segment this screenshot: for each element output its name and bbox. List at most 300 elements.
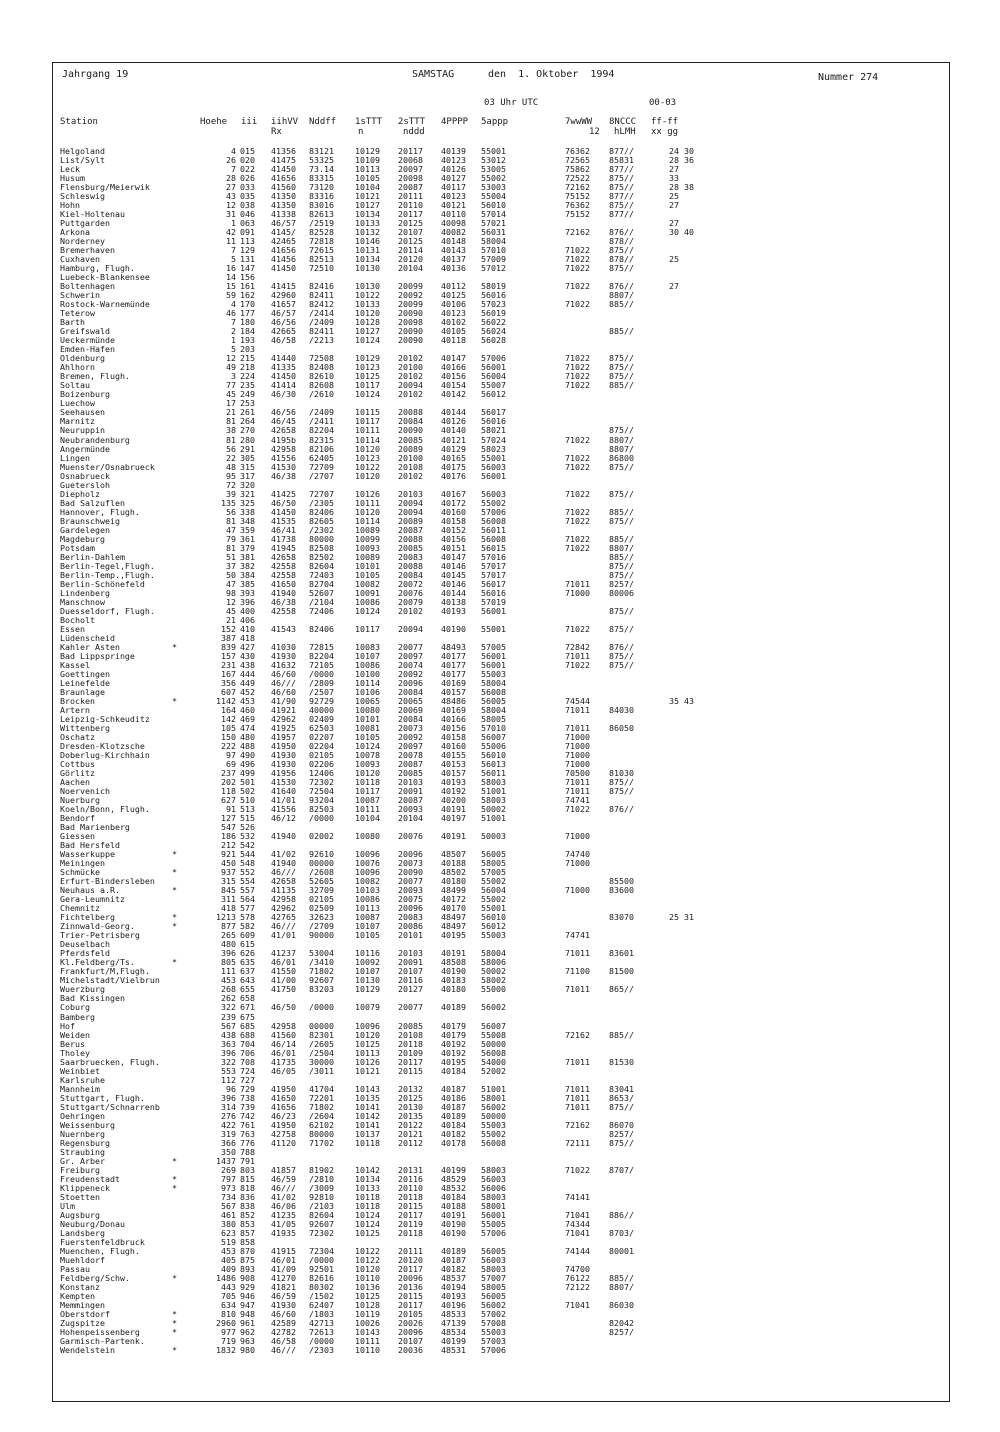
station-id: 564 (240, 894, 255, 905)
group-ihvv: 41450 (271, 164, 296, 175)
group-temp: 10105 (355, 173, 380, 184)
station-height: 5 (231, 344, 236, 355)
station-height: 7 (231, 164, 236, 175)
group-weather: 71011 (565, 1092, 590, 1103)
group-dewpoint: 20076 (398, 831, 423, 842)
group-clouds: 875// (609, 569, 634, 580)
group-nddff: 82408 (309, 362, 334, 373)
group-dewpoint: 20089 (398, 443, 423, 454)
station-height: 150 (221, 732, 236, 743)
station-height: 797 (221, 1173, 236, 1184)
group-dewpoint: 20103 (398, 488, 423, 499)
station-height: 47 (226, 578, 236, 589)
group-weather: 71011 (565, 984, 590, 995)
group-ihvv: 41356 (271, 146, 296, 156)
group-tendency: 57023 (481, 299, 506, 310)
station-name: Bremerhaven (60, 245, 115, 256)
group-temp: 10142 (355, 1164, 380, 1175)
group-nddff: 72508 (309, 353, 334, 364)
group-dewpoint: 20075 (398, 894, 423, 905)
station-id: 557 (240, 885, 255, 896)
station-id: 706 (240, 1047, 255, 1058)
station-id: 474 (240, 723, 255, 733)
group-temp: 10124 (355, 1209, 380, 1220)
group-ihvv: 46/60 (271, 668, 296, 679)
group-temp: 10120 (355, 443, 380, 454)
mountain-marker: * (172, 867, 177, 878)
station-id: 469 (240, 713, 255, 724)
mountain-marker: * (172, 1345, 177, 1356)
group-nddff: 92729 (309, 695, 334, 706)
group-temp: 10116 (355, 948, 380, 959)
station-height: 265 (221, 930, 236, 941)
station-id: 852 (240, 1209, 255, 1220)
group-temp: 10136 (355, 1281, 380, 1292)
station-id: 490 (240, 750, 255, 761)
station-height: 39 (226, 488, 236, 499)
station-name: Bocholt (60, 614, 95, 625)
station-height: 268 (221, 984, 236, 995)
group-nddff: 62405 (309, 452, 334, 463)
station-height: 186 (221, 831, 236, 842)
group-pressure: 40098 (441, 218, 466, 229)
group-dewpoint: 20089 (398, 515, 423, 526)
station-height: 276 (221, 1110, 236, 1121)
group-dewpoint: 20096 (398, 903, 423, 914)
station-name: Helgoland (60, 146, 105, 156)
station-id: 742 (240, 1110, 255, 1121)
group-dewpoint: 20083 (398, 912, 423, 923)
group-clouds: 8807/ (609, 1281, 634, 1292)
group-ihvv: 46/50 (271, 497, 296, 508)
station-id: 418 (240, 632, 255, 643)
group-dewpoint: 20094 (398, 380, 423, 391)
mountain-marker: * (172, 641, 177, 652)
group-weather: 71000 (565, 858, 590, 869)
group-tendency: 56024 (481, 326, 506, 337)
group-tendency: 57017 (481, 560, 506, 571)
group-dewpoint: 20100 (398, 452, 423, 463)
group-temp: 10130 (355, 263, 380, 274)
group-tendency: 55001 (481, 903, 506, 914)
group-temp: 10086 (355, 596, 380, 607)
station-name: Boltenhagen (60, 281, 115, 292)
station-height: 231 (221, 659, 236, 670)
station-id: 544 (240, 849, 255, 860)
station-height: 105 (221, 723, 236, 733)
group-dewpoint: 20092 (398, 668, 423, 679)
group-pressure: 40110 (441, 209, 466, 220)
group-temp: 10099 (355, 533, 380, 544)
station-height: 97 (226, 750, 236, 761)
station-height: 1832 (216, 1345, 236, 1356)
station-id: 315 (240, 461, 255, 472)
station-height: 142 (221, 713, 236, 724)
group-ihvv: 41950 (271, 741, 296, 752)
group-tendency: 53012 (481, 155, 506, 166)
group-temp: 10134 (355, 254, 380, 265)
group-pressure: 48529 (441, 1173, 466, 1184)
group-temp: 10087 (355, 795, 380, 806)
group-weather: 71022 (565, 371, 590, 382)
group-weather: 71011 (565, 1083, 590, 1094)
group-nddff: 00000 (309, 1020, 334, 1031)
group-pressure: 40182 (441, 1128, 466, 1139)
station-id: 177 (240, 308, 255, 319)
station-id: 026 (240, 173, 255, 184)
station-id: 502 (240, 786, 255, 797)
group-temp: 10113 (355, 903, 380, 914)
group-weather: 72162 (565, 182, 590, 193)
group-pressure: 40137 (441, 254, 466, 265)
group-dewpoint: 20117 (398, 1056, 423, 1067)
group-weather: 71011 (565, 578, 590, 589)
group-nddff: 82608 (309, 380, 334, 391)
group-nddff: 73120 (309, 182, 334, 193)
group-temp: 10104 (355, 813, 380, 824)
group-temp: 10125 (355, 371, 380, 382)
group-weather: 71022 (565, 542, 590, 553)
group-dewpoint: 20085 (398, 542, 423, 553)
group-tendency: 56016 (481, 416, 506, 427)
group-nddff: 72707 (309, 488, 334, 499)
station-name: Stoetten (60, 1191, 100, 1202)
station-name: Noervenich (60, 786, 110, 797)
station-id: 203 (240, 344, 255, 355)
group-weather: 76362 (565, 146, 590, 156)
group-weather: 71022 (565, 452, 590, 463)
station-name: Mannheim (60, 1083, 100, 1094)
station-height: 222 (221, 741, 236, 752)
group-tendency: 57014 (481, 209, 506, 220)
group-clouds: 83601 (609, 948, 634, 959)
station-name: Lüdenscheid (60, 632, 115, 643)
group-ihvv: 41530 (271, 461, 296, 472)
mountain-marker: * (172, 1309, 177, 1320)
group-nddff: 90000 (309, 930, 334, 941)
group-nddff: 92607 (309, 975, 334, 986)
group-clouds: 82042 (609, 1318, 634, 1329)
station-name: Lingen (60, 452, 90, 463)
group-clouds: 877// (609, 146, 634, 156)
group-weather: 71011 (565, 704, 590, 715)
group-clouds: 885// (609, 533, 634, 544)
group-temp: 10122 (355, 290, 380, 301)
station-name: Saarbruecken, Flugh. (60, 1056, 160, 1067)
mountain-marker: * (172, 1155, 177, 1166)
group-pressure: 40172 (441, 497, 466, 508)
group-nddff: 82605 (309, 515, 334, 526)
group-ihvv: 41930 (271, 750, 296, 761)
group-temp: 10120 (355, 1263, 380, 1274)
group-clouds: 8807/ (609, 290, 634, 301)
group-ihvv: 42962 (271, 903, 296, 914)
station-height: 973 (221, 1182, 236, 1193)
station-name: Braunlage (60, 686, 105, 697)
group-clouds: 84030 (609, 704, 634, 715)
group-tendency: 57006 (481, 506, 506, 517)
group-ihvv: 41/09 (271, 1263, 296, 1274)
station-id: 501 (240, 777, 255, 788)
group-nddff: /2810 (309, 1173, 334, 1184)
station-height: 1437 (216, 1155, 236, 1166)
station-id: 513 (240, 804, 255, 815)
station-name: Lindenberg (60, 587, 110, 598)
station-height: 627 (221, 795, 236, 806)
group-ihvv: 46/58 (271, 1336, 296, 1347)
group-temp: 10111 (355, 804, 380, 815)
group-temp: 10076 (355, 858, 380, 869)
group-ihvv: 41450 (271, 371, 296, 382)
group-pressure: 40170 (441, 903, 466, 914)
group-temp: 10117 (355, 786, 380, 797)
group-ihvv: 46/06 (271, 1200, 296, 1211)
station-height: 3 (231, 371, 236, 382)
group-ihvv: 4195b (271, 434, 296, 445)
group-temp: 10080 (355, 831, 380, 842)
station-name: Landsberg (60, 1227, 105, 1238)
group-dewpoint: 20079 (398, 596, 423, 607)
group-tendency: 55003 (481, 668, 506, 679)
group-temp: 10093 (355, 542, 380, 553)
group-weather: 71022 (565, 506, 590, 517)
group-temp: 10132 (355, 227, 380, 238)
group-pressure: 40194 (441, 1281, 466, 1292)
station-name: Garmisch-Partenk. (60, 1336, 145, 1347)
group-ihvv: 4145/ (271, 227, 296, 238)
station-id: 577 (240, 903, 255, 914)
group-ihvv: 41915 (271, 1245, 296, 1256)
group-nddff: 02002 (309, 831, 334, 842)
group-pressure: 40193 (441, 605, 466, 616)
station-id: 708 (240, 1056, 255, 1067)
group-nddff: /2504 (309, 1047, 334, 1058)
group-temp: 10086 (355, 894, 380, 905)
group-pressure: 40189 (441, 1002, 466, 1013)
group-ihvv: 41632 (271, 659, 296, 670)
station-name: Stuttgart, Flugh. (60, 1092, 145, 1103)
group-nddff: 71802 (309, 1101, 334, 1112)
group-tendency: 56005 (481, 849, 506, 860)
group-tendency: 55002 (481, 173, 506, 184)
group-dewpoint: 20026 (398, 1318, 423, 1329)
group-pressure: 40136 (441, 263, 466, 274)
group-weather: 71000 (565, 831, 590, 842)
col-xx: xx gg (651, 127, 679, 137)
group-tendency: 55001 (481, 146, 506, 156)
group-temp: 10107 (355, 921, 380, 932)
group-ihvv: 41235 (271, 1209, 296, 1220)
group-pressure: 40123 (441, 308, 466, 319)
station-name: Kahler Asten (60, 641, 120, 652)
group-tendency: 56008 (481, 515, 506, 526)
group-dewpoint: 20102 (398, 605, 423, 616)
group-weather: 71100 (565, 966, 590, 977)
station-name: Hamburg, Flugh. (60, 263, 135, 274)
station-name: Ahlhorn (60, 362, 95, 373)
station-id: 393 (240, 587, 255, 598)
group-tendency: 56001 (481, 470, 506, 481)
station-name: Stuttgart/Schnarrenb (60, 1101, 160, 1112)
group-ihvv: 41738 (271, 533, 296, 544)
station-height: 112 (221, 1074, 236, 1085)
group-dewpoint: 20102 (398, 353, 423, 364)
station-name: Kl.Feldberg/Ts. (60, 957, 135, 968)
group-dewpoint: 20077 (398, 876, 423, 887)
group-tendency: 55001 (481, 452, 506, 463)
group-temp: 10111 (355, 497, 380, 508)
group-nddff: 82508 (309, 542, 334, 553)
group-ihvv: 41135 (271, 885, 296, 896)
group-pressure: 40191 (441, 804, 466, 815)
group-pressure: 40138 (441, 596, 466, 607)
group-ihvv: 46/01 (271, 1254, 296, 1265)
station-id: 724 (240, 1065, 255, 1076)
group-nddff: /2414 (309, 308, 334, 319)
group-clouds: 81530 (609, 1056, 634, 1067)
station-id: 626 (240, 948, 255, 959)
group-temp: 10120 (355, 308, 380, 319)
col-nccc: 8NCCC (609, 117, 637, 127)
group-ihvv: 46/23 (271, 1110, 296, 1121)
group-ihvv: 41/02 (271, 1191, 296, 1202)
group-ihvv: 41656 (271, 1101, 296, 1112)
station-height: 1 (231, 218, 236, 229)
group-tendency: 56008 (481, 1047, 506, 1058)
group-temp: 10026 (355, 1318, 380, 1329)
station-name: Muenchen, Flugh. (60, 1245, 140, 1256)
group-pressure: 40121 (441, 200, 466, 211)
station-name: Schwerin (60, 290, 100, 301)
group-nddff: 32709 (309, 885, 334, 896)
group-tendency: 56001 (481, 659, 506, 670)
station-id: 022 (240, 164, 255, 175)
group-temp: 10129 (355, 146, 380, 156)
group-nddff: 82406 (309, 623, 334, 634)
group-tendency: 56004 (481, 371, 506, 382)
group-weather: 74700 (565, 1263, 590, 1274)
group-temp: 10110 (355, 1345, 380, 1356)
group-dewpoint: 20084 (398, 713, 423, 724)
group-pressure: 40144 (441, 407, 466, 418)
group-temp: 10111 (355, 1336, 380, 1347)
station-height: 839 (221, 641, 236, 652)
group-clouds: 876// (609, 641, 634, 652)
station-name: Neuhaus a.R. (60, 885, 120, 896)
group-tendency: 58005 (481, 713, 506, 724)
group-nddff: 41704 (309, 1083, 334, 1094)
group-ihvv: 41940 (271, 831, 296, 842)
group-pressure: 40126 (441, 416, 466, 427)
group-clouds: 86030 (609, 1300, 634, 1310)
station-id: 305 (240, 452, 255, 463)
group-dewpoint: 20091 (398, 786, 423, 797)
group-temp: 10143 (355, 1083, 380, 1094)
group-nddff: 82613 (309, 209, 334, 220)
group-ihvv: 46/30 (271, 389, 296, 400)
group-dewpoint: 20111 (398, 1245, 423, 1256)
station-id: 857 (240, 1227, 255, 1238)
group-clouds: 875// (609, 1137, 634, 1148)
group-clouds: 80001 (609, 1245, 634, 1256)
station-height: 387 (221, 632, 236, 643)
station-name: Guetersloh (60, 479, 110, 490)
group-nddff: 92501 (309, 1263, 334, 1274)
station-id: 396 (240, 596, 255, 607)
group-pressure: 40147 (441, 551, 466, 562)
group-temp: 10126 (355, 488, 380, 499)
station-height: 314 (221, 1101, 236, 1112)
station-name: Marnitz (60, 416, 95, 427)
group-ihvv: 41335 (271, 362, 296, 373)
group-pressure: 40123 (441, 191, 466, 202)
group-clouds: 83070 (609, 912, 634, 923)
station-height: 167 (221, 668, 236, 679)
group-ihvv: 41338 (271, 209, 296, 220)
group-ihvv: 41560 (271, 182, 296, 193)
group-tendency: 56028 (481, 335, 506, 346)
station-id: 161 (240, 281, 255, 292)
group-ihvv: 41930 (271, 650, 296, 661)
col-td: 2sTTT (398, 117, 426, 127)
group-dewpoint: 20102 (398, 470, 423, 481)
group-weather: 71011 (565, 1056, 590, 1067)
group-ihvv: 41440 (271, 353, 296, 364)
group-ihvv: 41550 (271, 966, 296, 977)
group-ihvv: 46/57 (271, 308, 296, 319)
group-temp: 10103 (355, 885, 380, 896)
station-id: 962 (240, 1327, 255, 1338)
station-id: 218 (240, 362, 255, 373)
group-pressure: 40152 (441, 524, 466, 535)
station-height: 81 (226, 416, 236, 427)
station-height: 72 (226, 479, 236, 490)
group-ihvv: 41450 (271, 263, 296, 274)
group-dewpoint: 20102 (398, 371, 423, 382)
group-clouds: 885// (609, 551, 634, 562)
station-height: 409 (221, 1263, 236, 1274)
group-temp: 10124 (355, 741, 380, 752)
station-height: 7 (231, 317, 236, 328)
group-dewpoint: 20078 (398, 750, 423, 761)
station-name: Duesseldorf, Flugh. (60, 605, 155, 616)
group-nddff: 82411 (309, 326, 334, 337)
group-temp: 10130 (355, 975, 380, 986)
group-tendency: 56006 (481, 1182, 506, 1193)
station-id: 131 (240, 254, 255, 265)
station-name: Fuerstenfeldbruck (60, 1236, 145, 1247)
station-id: 015 (240, 146, 255, 156)
group-pressure: 48533 (441, 1309, 466, 1320)
group-dewpoint: 20096 (398, 1327, 423, 1338)
station-height: 12 (226, 596, 236, 607)
group-pressure: 40197 (441, 813, 466, 824)
group-dewpoint: 20103 (398, 777, 423, 788)
group-dewpoint: 20087 (398, 795, 423, 806)
mountain-marker: * (172, 695, 177, 706)
station-name: Freudenstadt (60, 1173, 120, 1184)
station-height: 59 (226, 290, 236, 301)
group-nddff: 73.14 (309, 164, 334, 175)
group-temp: 10135 (355, 1092, 380, 1103)
col-hlmh: hLMH (614, 127, 636, 137)
group-tendency: 56001 (481, 1209, 506, 1220)
group-tendency: 58004 (481, 948, 506, 959)
station-id: 609 (240, 930, 255, 941)
group-pressure: 48497 (441, 921, 466, 932)
group-tendency: 55000 (481, 984, 506, 995)
group-tendency: 57021 (481, 218, 506, 229)
